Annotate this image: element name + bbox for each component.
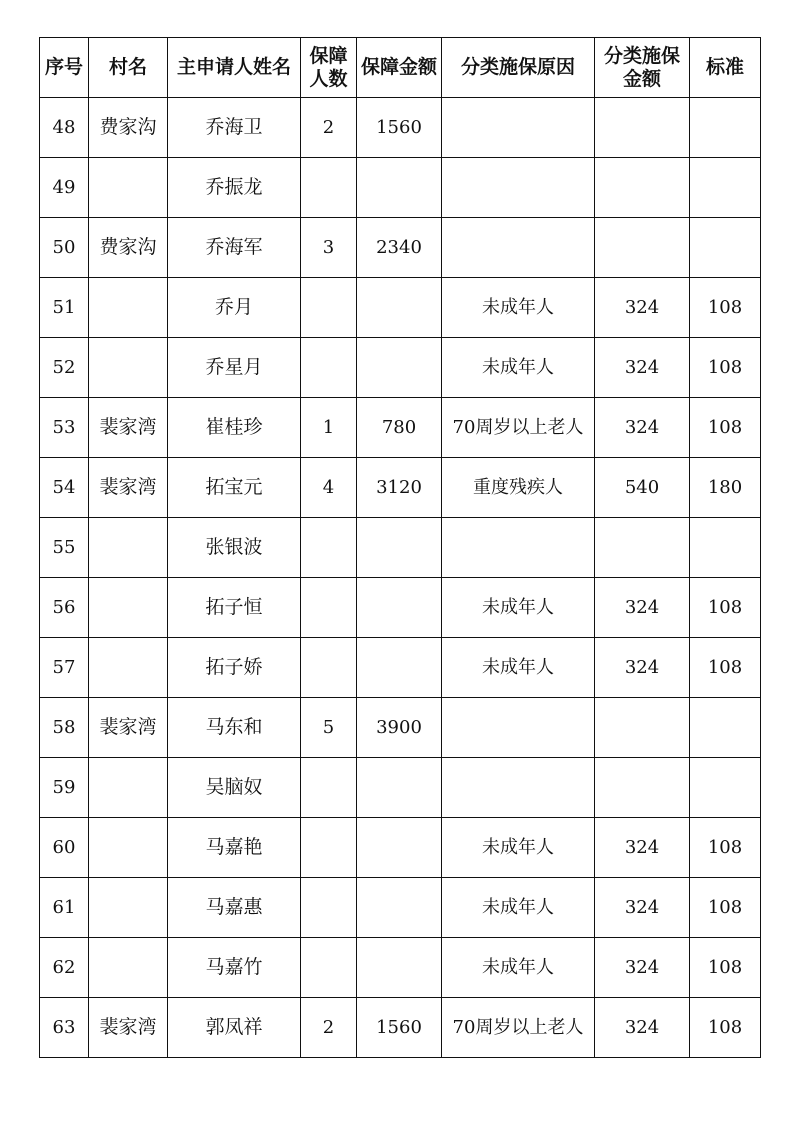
- cell-village: 裴家湾: [89, 998, 168, 1058]
- table-row: [40, 218, 761, 278]
- cell-reason: 未成年人: [442, 578, 595, 638]
- table-row: [40, 518, 761, 578]
- cell-reason: 重度残疾人: [442, 458, 595, 518]
- cell-persons: 2: [301, 998, 357, 1058]
- cell-amount: [357, 278, 442, 338]
- cell-class-amount: 324: [595, 278, 690, 338]
- cell-applicant: 崔桂珍: [168, 398, 301, 458]
- table-row: [40, 818, 761, 878]
- cell-applicant: 张银波: [168, 518, 301, 578]
- cell-applicant: 马东和: [168, 698, 301, 758]
- cell-seq: 55: [40, 518, 89, 578]
- cell-applicant: 马嘉惠: [168, 878, 301, 938]
- header-village: 村名: [89, 38, 168, 98]
- cell-reason: [442, 218, 595, 278]
- subsidy-table: [39, 37, 761, 1058]
- cell-village: [89, 278, 168, 338]
- cell-standard: 108: [690, 818, 761, 878]
- cell-amount: 2340: [357, 218, 442, 278]
- cell-seq: 56: [40, 578, 89, 638]
- cell-applicant: 乔海军: [168, 218, 301, 278]
- cell-class-amount: 324: [595, 578, 690, 638]
- cell-seq: 61: [40, 878, 89, 938]
- header-amount: 保障金额: [357, 38, 442, 98]
- cell-reason: [442, 698, 595, 758]
- cell-reason: 未成年人: [442, 278, 595, 338]
- table-body: [40, 98, 761, 1058]
- cell-class-amount: 324: [595, 338, 690, 398]
- cell-amount: [357, 578, 442, 638]
- cell-applicant: 拓宝元: [168, 458, 301, 518]
- cell-standard: [690, 98, 761, 158]
- cell-seq: 58: [40, 698, 89, 758]
- cell-amount: [357, 158, 442, 218]
- cell-applicant: 拓子娇: [168, 638, 301, 698]
- cell-standard: [690, 698, 761, 758]
- cell-amount: [357, 758, 442, 818]
- cell-class-amount: 324: [595, 878, 690, 938]
- cell-seq: 51: [40, 278, 89, 338]
- header-applicant: 主申请人姓名: [168, 38, 301, 98]
- cell-class-amount: [595, 218, 690, 278]
- cell-reason: 70周岁以上老人: [442, 998, 595, 1058]
- cell-reason: 70周岁以上老人: [442, 398, 595, 458]
- cell-persons: 4: [301, 458, 357, 518]
- cell-reason: [442, 758, 595, 818]
- cell-standard: [690, 218, 761, 278]
- cell-amount: [357, 638, 442, 698]
- cell-applicant: 乔海卫: [168, 98, 301, 158]
- cell-persons: [301, 938, 357, 998]
- cell-class-amount: 324: [595, 998, 690, 1058]
- cell-village: [89, 818, 168, 878]
- cell-persons: 3: [301, 218, 357, 278]
- table-row: [40, 158, 761, 218]
- cell-reason: 未成年人: [442, 938, 595, 998]
- cell-reason: [442, 98, 595, 158]
- cell-applicant: 吴脑奴: [168, 758, 301, 818]
- cell-persons: 1: [301, 398, 357, 458]
- cell-persons: [301, 878, 357, 938]
- cell-village: 裴家湾: [89, 698, 168, 758]
- table-row: [40, 278, 761, 338]
- cell-seq: 63: [40, 998, 89, 1058]
- cell-reason: 未成年人: [442, 338, 595, 398]
- cell-village: [89, 758, 168, 818]
- cell-standard: [690, 758, 761, 818]
- cell-village: [89, 938, 168, 998]
- cell-seq: 48: [40, 98, 89, 158]
- cell-amount: 3900: [357, 698, 442, 758]
- cell-amount: [357, 938, 442, 998]
- cell-class-amount: 324: [595, 818, 690, 878]
- cell-seq: 54: [40, 458, 89, 518]
- cell-class-amount: [595, 758, 690, 818]
- header-row: [40, 38, 761, 98]
- cell-village: [89, 518, 168, 578]
- cell-reason: [442, 158, 595, 218]
- cell-village: 裴家湾: [89, 398, 168, 458]
- table-row: [40, 638, 761, 698]
- cell-seq: 57: [40, 638, 89, 698]
- cell-amount: [357, 818, 442, 878]
- cell-standard: [690, 158, 761, 218]
- cell-amount: 1560: [357, 98, 442, 158]
- table-row: [40, 578, 761, 638]
- cell-class-amount: 540: [595, 458, 690, 518]
- cell-applicant: 乔振龙: [168, 158, 301, 218]
- cell-class-amount: [595, 698, 690, 758]
- header-reason: 分类施保原因: [442, 38, 595, 98]
- cell-standard: [690, 518, 761, 578]
- cell-reason: 未成年人: [442, 638, 595, 698]
- cell-persons: [301, 518, 357, 578]
- cell-persons: [301, 158, 357, 218]
- cell-standard: 108: [690, 578, 761, 638]
- cell-village: [89, 878, 168, 938]
- cell-persons: [301, 278, 357, 338]
- cell-village: [89, 578, 168, 638]
- cell-amount: 3120: [357, 458, 442, 518]
- cell-applicant: 乔月: [168, 278, 301, 338]
- cell-seq: 50: [40, 218, 89, 278]
- cell-amount: [357, 518, 442, 578]
- table-row: [40, 938, 761, 998]
- cell-applicant: 马嘉竹: [168, 938, 301, 998]
- cell-village: [89, 158, 168, 218]
- cell-village: [89, 638, 168, 698]
- cell-standard: 108: [690, 938, 761, 998]
- cell-persons: 2: [301, 98, 357, 158]
- cell-standard: 108: [690, 638, 761, 698]
- cell-seq: 59: [40, 758, 89, 818]
- cell-persons: [301, 818, 357, 878]
- table-row: [40, 458, 761, 518]
- cell-persons: 5: [301, 698, 357, 758]
- cell-persons: [301, 578, 357, 638]
- cell-seq: 52: [40, 338, 89, 398]
- table-row: [40, 758, 761, 818]
- cell-class-amount: [595, 98, 690, 158]
- cell-reason: 未成年人: [442, 878, 595, 938]
- cell-village: 裴家湾: [89, 458, 168, 518]
- cell-standard: 108: [690, 278, 761, 338]
- cell-reason: 未成年人: [442, 818, 595, 878]
- cell-amount: 780: [357, 398, 442, 458]
- table-row: [40, 98, 761, 158]
- cell-amount: [357, 338, 442, 398]
- cell-village: 费家沟: [89, 98, 168, 158]
- cell-amount: 1560: [357, 998, 442, 1058]
- header-seq: 序号: [40, 38, 89, 98]
- table-row: [40, 878, 761, 938]
- cell-applicant: 郭凤祥: [168, 998, 301, 1058]
- table-row: [40, 998, 761, 1058]
- cell-seq: 49: [40, 158, 89, 218]
- cell-village: 费家沟: [89, 218, 168, 278]
- table-row: [40, 338, 761, 398]
- cell-seq: 53: [40, 398, 89, 458]
- cell-class-amount: [595, 158, 690, 218]
- cell-standard: 108: [690, 878, 761, 938]
- cell-standard: 108: [690, 398, 761, 458]
- subsidy-table-page: [39, 37, 761, 1058]
- cell-persons: [301, 338, 357, 398]
- cell-applicant: 马嘉艳: [168, 818, 301, 878]
- cell-applicant: 乔星月: [168, 338, 301, 398]
- cell-class-amount: [595, 518, 690, 578]
- cell-amount: [357, 878, 442, 938]
- cell-seq: 60: [40, 818, 89, 878]
- cell-persons: [301, 638, 357, 698]
- header-persons: 保障人数: [301, 38, 357, 98]
- cell-persons: [301, 758, 357, 818]
- table-row: [40, 398, 761, 458]
- cell-class-amount: 324: [595, 938, 690, 998]
- header-class-amount: 分类施保金额: [595, 38, 690, 98]
- cell-standard: 108: [690, 998, 761, 1058]
- cell-class-amount: 324: [595, 398, 690, 458]
- cell-standard: 180: [690, 458, 761, 518]
- table-row: [40, 698, 761, 758]
- cell-reason: [442, 518, 595, 578]
- cell-village: [89, 338, 168, 398]
- header-standard: 标准: [690, 38, 761, 98]
- cell-standard: 108: [690, 338, 761, 398]
- cell-applicant: 拓子恒: [168, 578, 301, 638]
- cell-class-amount: 324: [595, 638, 690, 698]
- cell-seq: 62: [40, 938, 89, 998]
